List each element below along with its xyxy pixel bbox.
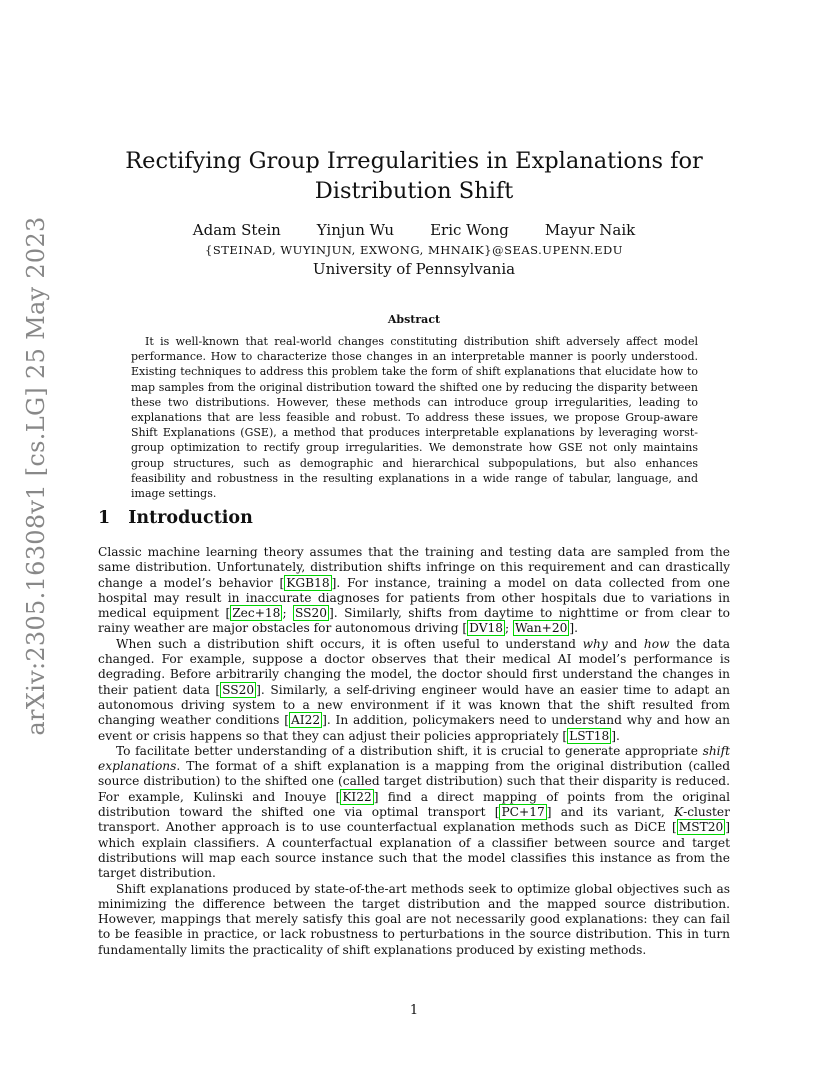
abstract-text: It is well-known that real-world changes constituting distribution shift adversely affect model performance. How to characterize those changes in an interpretable manner is poorly understood. Existing techniques to address this problem take the form of shift explanations that elucidate how to map samples from the original distribution toward the shifted one by reducing the disparity between these two distributions. However, these methods can introduce group irregularities, leading to explanations that are less feasible and robust. To address these issues, we propose Group-aware Shift Explanations (GSE), a method that produces interpretable explanations by leveraging worst-group optimization to rectify group irregularities. We demonstrate how GSE not only maintains group structures, such as demographic and hierarchical subpopulations, but also enhances feasibility and robustness in the resulting explanations in a wide range of tabular, language, and image settings. xyxy=(131,335,698,501)
citation-link[interactable]: PC+17 xyxy=(501,805,545,820)
body-text xyxy=(98,545,730,958)
paragraph: Classic machine learning theory assumes that the training and testing data are sampled from the same distribution. Unfortunately, distribution shifts infringe on this requirement and can drastically change a model’s behavior [ KGB18 ]. For instance, training a model on data collected from one hospital may result in inaccurate diagnoses for patients from other hospitals due to variations in medical equipment [ Zec+18 ; SS20 ]. Similarly, shifts from daytime to nighttime or from clear to rainy weather are major obstacles for autonomous driving [ DV18 ; Wan+20 ]. xyxy=(98,545,731,636)
page-number: 1 xyxy=(409,1003,419,1018)
affiliation: University of Pennsylvania xyxy=(312,260,516,278)
title-line-1: Rectifying Group Irregularities in Explanations for xyxy=(125,148,703,174)
citation-link[interactable]: MST20 xyxy=(678,820,724,835)
arxiv-stamp: arXiv:2305.16308v1 [cs.LG] 25 May 2023 xyxy=(22,216,50,736)
author-name: Adam Stein xyxy=(192,221,281,239)
citation-link[interactable]: SS20 xyxy=(295,606,327,621)
author-emails: {STEINAD, WUYINJUN, EXWONG, MHNAIK}@SEAS.UPENN.EDU xyxy=(205,243,623,257)
citation-link[interactable]: KI22 xyxy=(342,789,372,804)
author-list xyxy=(0,221,828,239)
paper-title xyxy=(0,146,828,206)
citation-link[interactable]: Wan+20 xyxy=(515,621,568,636)
citation-link[interactable]: LST18 xyxy=(569,728,610,743)
paragraph: To facilitate better understanding of a distribution shift, it is crucial to generate appropriate shift explanations. The format of a shift explanation is a mapping from the original distribution (called source distribution) to the shifted one (called target distribution) such that their disparity is reduced. For example, Kulinski and Inouye [ KI22 ] find a direct mapping of points from the original distribution toward the shifted one via optimal transport [ PC+17 ] and its variant, K-cluster transport. Another approach is to use counterfactual explanation methods such as DiCE [ MST20 ] which explain classifiers. A counterfactual explanation of a classifier between source and target distributions will map each source instance such that the model classifies this instance as from the target distribution. xyxy=(98,743,730,881)
section-number: 1 xyxy=(98,508,111,528)
section-heading xyxy=(98,508,253,528)
paragraph: When such a distribution shift occurs, it is often useful to understand why and how the data changed. For example, suppose a doctor observes that their medical AI model’s performance is degrading. Before arbitrarily changing the model, the doctor should first understand the changes in their patient data [ SS20 ]. Similarly, a self-driving engineer would have an easier time to adapt an autonomous driving system to a new environment if it was known that the shift resulted from changing weather conditions [ AI22 ]. In addition, policymakers need to understand why and how an event or crisis happens so that they can adjust their policies appropriately [ LST18 ]. xyxy=(98,636,730,743)
author-name: Eric Wong xyxy=(430,221,509,239)
title-line-2: Distribution Shift xyxy=(314,178,514,204)
author-name: Yinjun Wu xyxy=(316,221,395,239)
citation-link[interactable]: Zec+18 xyxy=(232,606,281,621)
citation-link[interactable]: AI22 xyxy=(290,713,321,728)
citation-link[interactable]: DV18 xyxy=(469,621,504,636)
section-title: Introduction xyxy=(128,508,253,528)
citation-link[interactable]: SS20 xyxy=(222,682,255,697)
author-name: Mayur Naik xyxy=(544,221,636,239)
abstract-heading: Abstract xyxy=(387,313,441,326)
paragraph: Shift explanations produced by state-of-the-art methods seek to optimize global objectives such as minimizing the difference between the target distribution and the mapped source distribution. However, mappings that merely satisfy this goal are not necessarily good explanations: they can fail to be feasible in practice, or lack robustness to perturbations in the source distribution. This in turn fundamentally limits the practicality of shift explanations produced by existing methods. xyxy=(98,881,730,957)
citation-link[interactable]: KGB18 xyxy=(286,575,330,590)
